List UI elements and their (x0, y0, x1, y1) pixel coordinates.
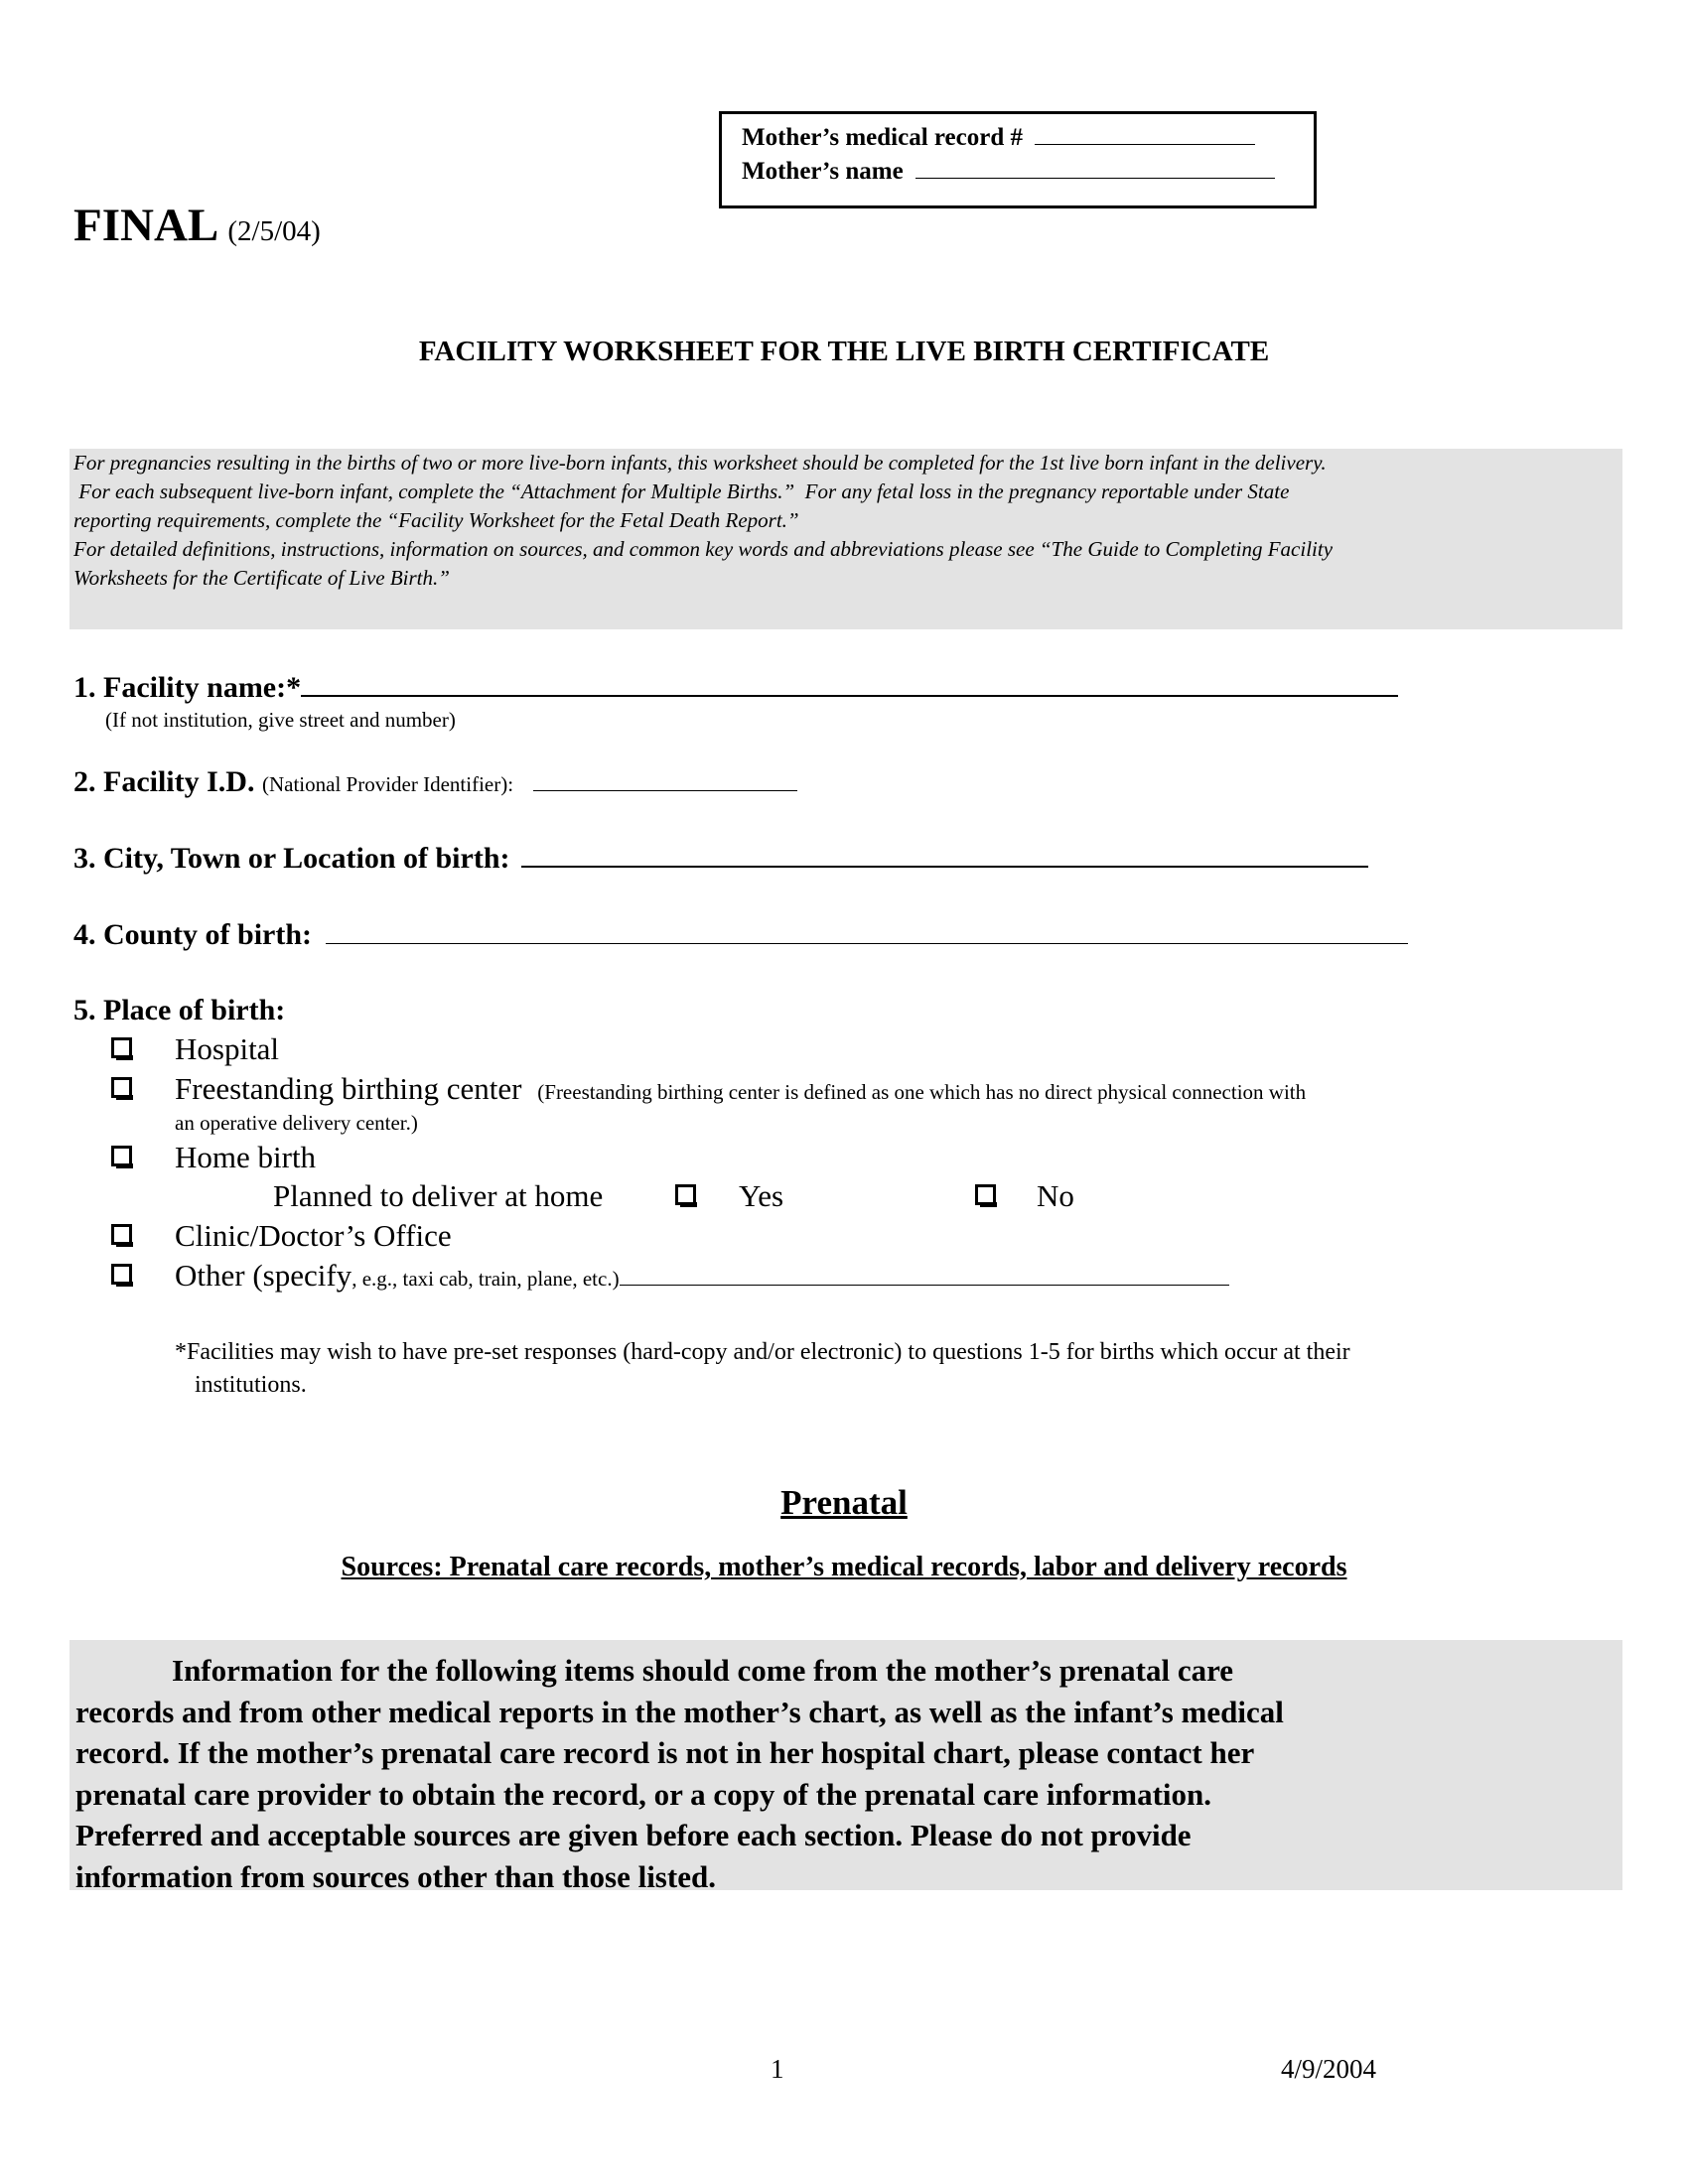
city-of-birth-field[interactable] (521, 865, 1368, 868)
info-line: records and from other medical reports in the mother’s chart, as well as the infant’s medical (75, 1694, 1284, 1729)
intro-line: Worksheets for the Certificate of Live Birth.” (73, 566, 450, 590)
question-place-of-birth: 5. Place of birth: (73, 994, 286, 1026)
info-line: Preferred and acceptable sources are given before each section. Please do not provide (75, 1818, 1192, 1852)
facility-id-field[interactable] (533, 789, 797, 791)
freestanding-checkbox[interactable] (111, 1077, 132, 1098)
freestanding-note: (Freestanding birthing center is defined as one which has no direct physical connection with (537, 1080, 1307, 1104)
mother-name-row (742, 158, 1275, 186)
other-checkbox[interactable] (111, 1264, 132, 1285)
mother-record-label: Mother’s medical record # (742, 124, 1023, 151)
other-note: , e.g., taxi cab, train, plane, etc.) (352, 1267, 620, 1291)
intro-line: For detailed definitions, instructions, information on sources, and common key words and abbreviations please see “The Guide to Completing Facility (73, 537, 1334, 561)
facility-id-label: 2. Facility I.D. (73, 765, 255, 798)
intro-line: For each subsequent live-born infant, complete the “Attachment for Multiple Births.” For any fetal loss in the pregnancy reportable under State (73, 479, 1290, 503)
mother-name-label: Mother’s name (742, 158, 904, 185)
facility-name-field[interactable] (301, 694, 1398, 697)
hospital-label: Hospital (175, 1031, 280, 1066)
question-city-of-birth (73, 842, 1368, 876)
home-birth-label: Home birth (175, 1140, 317, 1174)
footer-date: 4/9/2004 (1281, 2054, 1377, 2084)
home-birth-checkbox[interactable] (111, 1146, 132, 1166)
final-date: (2/5/04) (227, 215, 321, 247)
other-label: Other (specify (175, 1258, 352, 1293)
footnote-line: *Facilities may wish to have pre-set responses (hard-copy and/or electronic) to questions 1-5 for births which occur at their (175, 1339, 1350, 1365)
county-of-birth-field[interactable] (326, 942, 1408, 944)
mother-record-row (742, 124, 1255, 152)
freestanding-option (175, 1071, 1306, 1107)
info-line: Information for the following items should come from the mother’s prenatal care (172, 1653, 1234, 1688)
page-number: 1 (771, 2054, 784, 2084)
planned-home-label: Planned to deliver at home (273, 1178, 604, 1213)
info-line: information from sources other than those listed. (75, 1858, 716, 1894)
freestanding-note-cont: an operative delivery center.) (175, 1111, 418, 1135)
document-title: FACILITY WORKSHEET FOR THE LIVE BIRTH CERTIFICATE (418, 336, 1270, 367)
facilities-footnote (175, 1336, 1350, 1402)
question-county-of-birth (73, 918, 1408, 952)
planned-home-no-checkbox[interactable] (975, 1184, 996, 1205)
mother-name-field[interactable] (915, 177, 1275, 179)
clinic-checkbox[interactable] (111, 1224, 132, 1245)
intro-line: For pregnancies resulting in the births of two or more live-born infants, this worksheet should be completed for the 1st live born infant in the delivery. (73, 451, 1327, 475)
other-option (175, 1258, 1229, 1294)
hospital-checkbox[interactable] (111, 1037, 132, 1058)
facility-id-note: (National Provider Identifier): (261, 772, 514, 796)
clinic-label: Clinic/Doctor’s Office (175, 1218, 452, 1253)
footnote-line: institutions. (195, 1372, 307, 1398)
info-line: record. If the mother’s prenatal care record is not in her hospital chart, please contact her (75, 1735, 1255, 1770)
facility-name-note: (If not institution, give street and number) (105, 708, 456, 732)
facility-name-label: 1. Facility name:* (73, 671, 302, 704)
planned-home-no-label: No (1037, 1178, 1074, 1213)
final-label: FINAL (73, 200, 216, 251)
county-of-birth-label: 4. County of birth: (73, 918, 313, 951)
intro-line: reporting requirements, complete the “Facility Worksheet for the Fetal Death Report.” (73, 508, 799, 532)
mother-record-field[interactable] (1035, 143, 1255, 145)
prenatal-sources: Sources: Prenatal care records, mother’s medical records, labor and delivery records (341, 1552, 1347, 1582)
prenatal-info-box (70, 1640, 1622, 1894)
question-facility-name (73, 671, 1398, 705)
info-line: prenatal care provider to obtain the record, or a copy of the prenatal care information. (75, 1776, 1212, 1812)
final-heading (73, 199, 321, 252)
city-of-birth-label: 3. City, Town or Location of birth: (73, 842, 510, 875)
planned-home-yes-label: Yes (739, 1178, 784, 1213)
intro-instructions (70, 449, 1622, 629)
question-facility-id (73, 765, 797, 799)
mother-info-box (719, 111, 1317, 208)
planned-home-yes-checkbox[interactable] (675, 1184, 696, 1205)
other-specify-field[interactable] (620, 1284, 1229, 1286)
freestanding-label: Freestanding birthing center (175, 1071, 522, 1106)
section-title-prenatal: Prenatal (780, 1483, 908, 1522)
